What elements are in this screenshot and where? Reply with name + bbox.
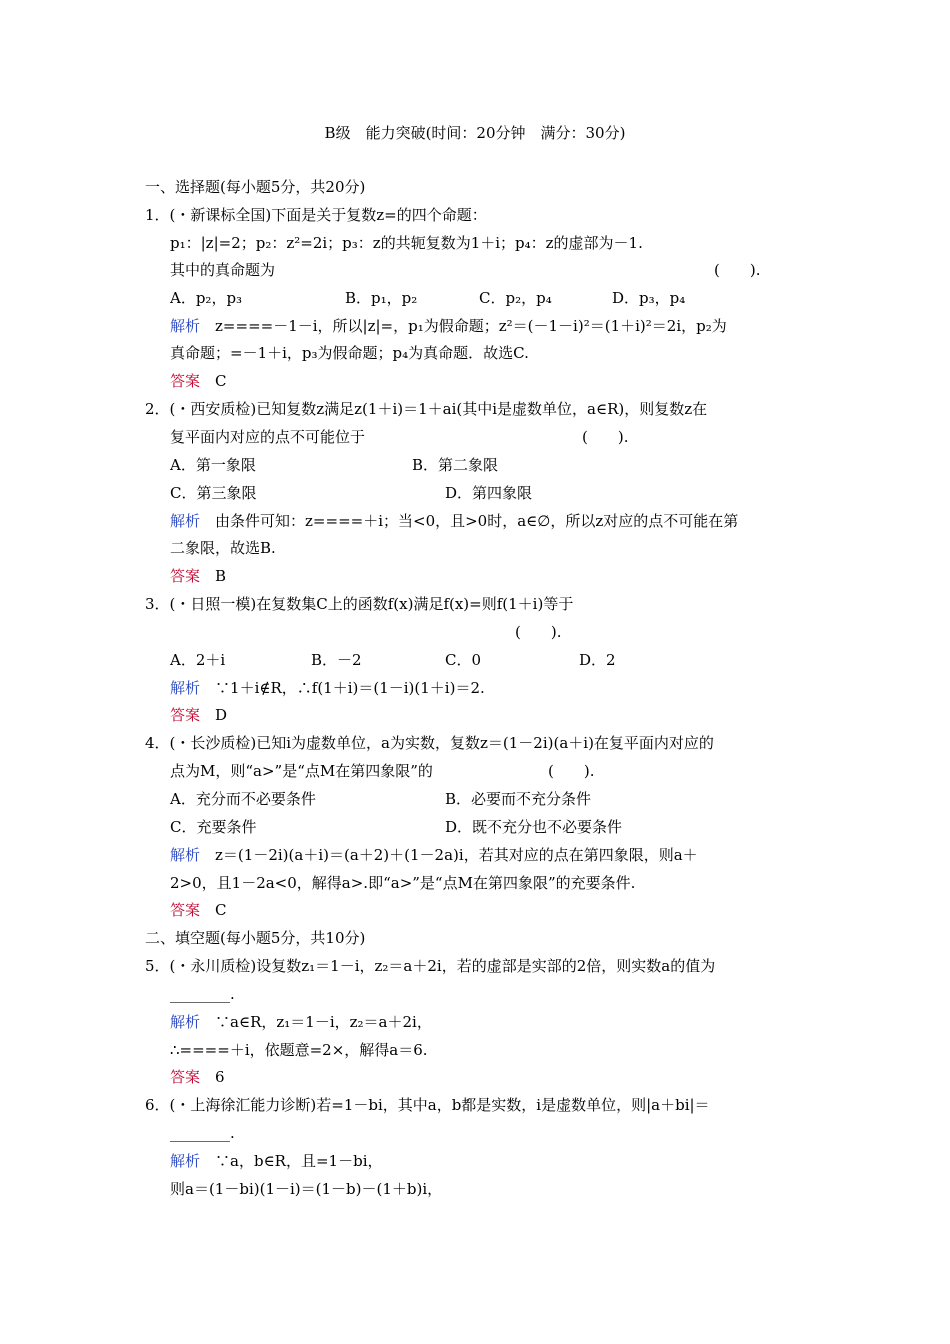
q1-solution-line1 — [170, 316, 727, 336]
answer-label: 答案 — [170, 706, 201, 724]
q1-option-a: A．p₂，p₃ — [170, 289, 243, 307]
q2-solution-line1 — [170, 511, 738, 531]
page-title: B级 能力突破(时间：20分钟 满分：30分) — [324, 124, 626, 142]
q5-solution-text: ∵a∈R，z₁＝1－i，z₂＝a＋2i， — [215, 1013, 432, 1031]
q6-solution-text: ∵a，b∈R，且=1－bi， — [215, 1152, 383, 1170]
q3-option-d: D．2 — [579, 651, 616, 669]
q3-answer — [170, 705, 227, 725]
answer-label: 答案 — [170, 372, 201, 390]
q2-solution-text: 由条件可知：z====＋i；当<0，且>0时，a∈∅，所以z对应的点不可能在第 — [215, 512, 739, 530]
q6-solution-line2: 则a＝(1－bi)(1－i)＝(1－b)－(1＋b)i， — [170, 1180, 443, 1198]
solution-label: 解析 — [170, 846, 201, 864]
q2-answer-blank: ( ). — [582, 428, 629, 446]
q1-ask: 其中的真命题为 — [170, 261, 276, 279]
q3-option-a: A．2＋i — [170, 651, 226, 669]
q1-solution-line2: 真命题；=－1＋i，p₃为假命题；p₄为真命题．故选C. — [170, 344, 529, 362]
answer-label: 答案 — [170, 901, 201, 919]
q4-option-d: D．既不充分也不必要条件 — [445, 818, 623, 836]
solution-label: 解析 — [170, 679, 201, 697]
q3-option-c: C．0 — [445, 651, 482, 669]
q5-answer-value: 6 — [215, 1068, 225, 1086]
q1-propositions: p₁：|z|=2；p₂：z²=2i；p₃：z的共轭复数为1＋i；p₄：z的虚部为－1. — [170, 234, 643, 252]
q4-answer-value: C — [215, 901, 227, 919]
q2-stem-line2: 复平面内对应的点不可能位于 — [170, 428, 366, 446]
q3-solution-text: ∵1＋i∉R，∴f(1＋i)＝(1－i)(1＋i)＝2. — [215, 679, 485, 697]
q4-stem-line1: 4．(・长沙质检)已知i为虚数单位，a为实数，复数z＝(1－2i)(a＋i)在复平面内对应的 — [145, 734, 714, 752]
q6-stem-line1: 6．(・上海徐汇能力诊断)若=1－bi，其中a，b都是实数，i是虚数单位，则|a＋bi|＝ — [145, 1096, 710, 1114]
q4-solution-line2: 2>0，且1－2a<0，解得a>.即“a>”是“点M在第四象限”的充要条件. — [170, 874, 636, 892]
solution-label: 解析 — [170, 1152, 201, 1170]
q1-option-c: C．p₂，p₄ — [479, 289, 552, 307]
answer-label: 答案 — [170, 1068, 201, 1086]
q1-option-d: D．p₃，p₄ — [612, 289, 686, 307]
q5-solution-line1 — [170, 1012, 432, 1032]
q4-option-c: C．充要条件 — [170, 818, 257, 836]
q4-answer-blank: ( ). — [548, 762, 595, 780]
q2-answer — [170, 566, 226, 586]
section-heading-fill: 二、填空题(每小题5分，共10分) — [145, 929, 366, 947]
q1-answer-blank: ( ). — [714, 261, 761, 279]
q4-option-b: B．必要而不充分条件 — [445, 790, 592, 808]
q5-answer — [170, 1067, 225, 1087]
q2-stem-line1: 2．(・西安质检)已知复数z满足z(1＋i)＝1＋ai(其中i是虚数单位，a∈R)，则复数z在 — [145, 400, 708, 418]
q3-answer-value: D — [215, 706, 228, 724]
q2-option-c: C．第三象限 — [170, 484, 257, 502]
q6-stem-line2: ________. — [170, 1124, 235, 1142]
q5-stem-line1: 5．(・永川质检)设复数z₁＝1－i，z₂＝a＋2i，若的虚部是实部的2倍，则实数a的值为 — [145, 957, 716, 975]
q1-answer — [170, 371, 227, 391]
q5-stem-line2: ________. — [170, 985, 235, 1003]
q3-answer-blank: ( ). — [515, 623, 562, 641]
q3-option-b: B．－2 — [311, 651, 362, 669]
q1-solution-text: z====－1－i，所以|z|=，p₁为假命题；z²＝(－1－i)²＝(1＋i)²＝2i，p₂为 — [215, 317, 727, 335]
q4-solution-line1 — [170, 845, 698, 865]
q5-solution-line2: ∴====＋i，依题意=2×，解得a＝6. — [170, 1041, 428, 1059]
q6-solution-line1 — [170, 1151, 383, 1171]
solution-label: 解析 — [170, 317, 201, 335]
q3-stem: 3．(・日照一模)在复数集C上的函数f(x)满足f(x)=则f(1＋i)等于 — [145, 595, 574, 613]
q1-answer-value: C — [215, 372, 227, 390]
q2-option-b: B．第二象限 — [412, 456, 499, 474]
q2-option-d: D．第四象限 — [445, 484, 533, 502]
q1-option-b: B．p₁，p₂ — [345, 289, 418, 307]
q4-stem-line2: 点为M，则“a>”是“点M在第四象限”的 — [170, 762, 433, 780]
section-heading-choice: 一、选择题(每小题5分，共20分) — [145, 178, 366, 196]
q1-stem: 1．(・新课标全国)下面是关于复数z=的四个命题： — [145, 206, 487, 224]
solution-label: 解析 — [170, 512, 201, 530]
q4-answer — [170, 900, 227, 920]
q2-option-a: A．第一象限 — [170, 456, 256, 474]
q4-option-a: A．充分而不必要条件 — [170, 790, 316, 808]
q2-answer-value: B — [215, 567, 227, 585]
q2-solution-line2: 二象限，故选B. — [170, 539, 276, 557]
solution-label: 解析 — [170, 1013, 201, 1031]
q3-solution-line1 — [170, 678, 485, 698]
q4-solution-text: z＝(1－2i)(a＋i)＝(a＋2)＋(1－2a)i，若其对应的点在第四象限，则a＋ — [215, 846, 698, 864]
answer-label: 答案 — [170, 567, 201, 585]
